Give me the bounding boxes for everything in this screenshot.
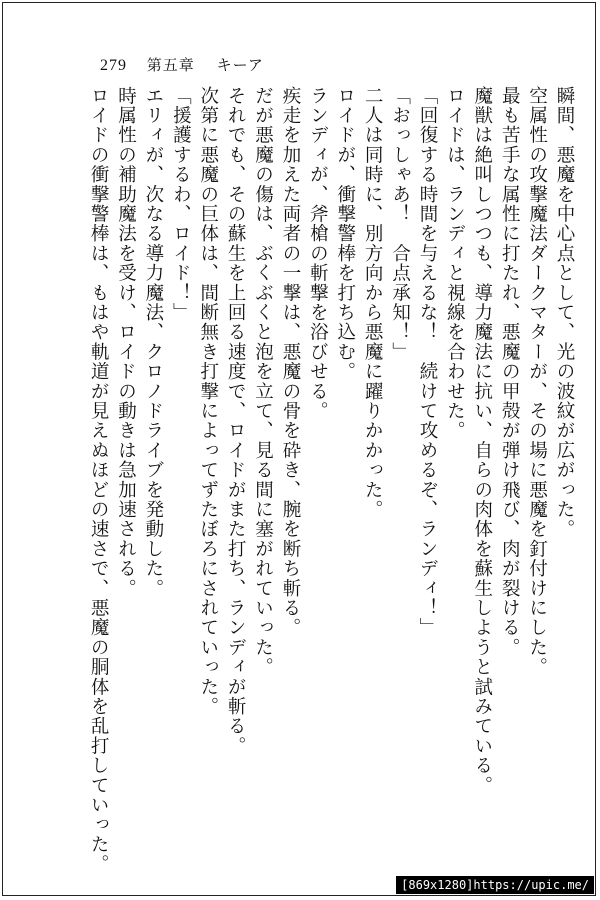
chapter-title: キーア [216,56,264,74]
text-line: 「おっしゃあ！ 合点承知！」 [389,86,411,362]
text-line: ロイドの衝撃警棒は、もはや軌道が見えぬほどの速さで、悪魔の胴体を乱打していった。 [88,86,110,874]
running-header [100,54,264,75]
text-line: 時属性の補助魔法を受け、ロイドの動きは急加速される。 [115,86,137,599]
chapter-label: 第五章 [146,56,195,74]
text-line: ランディが、斧槍の斬撃を浴びせる。 [307,86,329,421]
text-line: 魔獣は絶叫しつつも、導力魔法に抗い、自らの肉体を蘇生しようと試みている。 [471,86,493,796]
text-line: 「援護するわ、ロイド！」 [170,86,192,323]
text-line: 「回復する時間を与えるな！ 続けて攻めるぞ、ランディ！」 [416,86,438,638]
text-line: 空属性の攻撃魔法ダークマターが、その場に悪魔を釘付けにした。 [526,86,548,677]
text-line: 二人は同時に、別方向から悪魔に躍りかかった。 [362,86,384,520]
text-line: エリィが、次なる導力魔法、クロノドライブを発動した。 [142,86,164,599]
vertical-body-text [85,86,578,874]
text-line: だが悪魔の傷は、ぶくぶくと泡を立て、見る間に塞がれていった。 [252,86,274,677]
text-line: 疾走を加えた両者の一撃は、悪魔の骨を砕き、腕を断ち斬る。 [279,86,301,638]
text-line: 最も苦手な属性に打たれ、悪魔の甲殻が弾け飛び、肉が裂ける。 [499,86,521,658]
text-line: 瞬間、悪魔を中心点として、光の波紋が広がった。 [554,86,575,540]
text-line: ロイドが、衝撃警棒を打ち込む。 [334,86,356,382]
page-number: 279 [100,57,127,74]
text-line: それでも、その蘇生を上回る速度で、ロイドがまた打ち、ランディが斬る。 [225,86,247,756]
text-line: ロイドは、ランディと視線を合わせた。 [444,86,466,441]
text-line: 次第に悪魔の巨体は、間断無き打撃によってずたぼろにされていった。 [197,86,219,717]
source-watermark: [869x1280]https://upic.me/ [396,876,594,894]
